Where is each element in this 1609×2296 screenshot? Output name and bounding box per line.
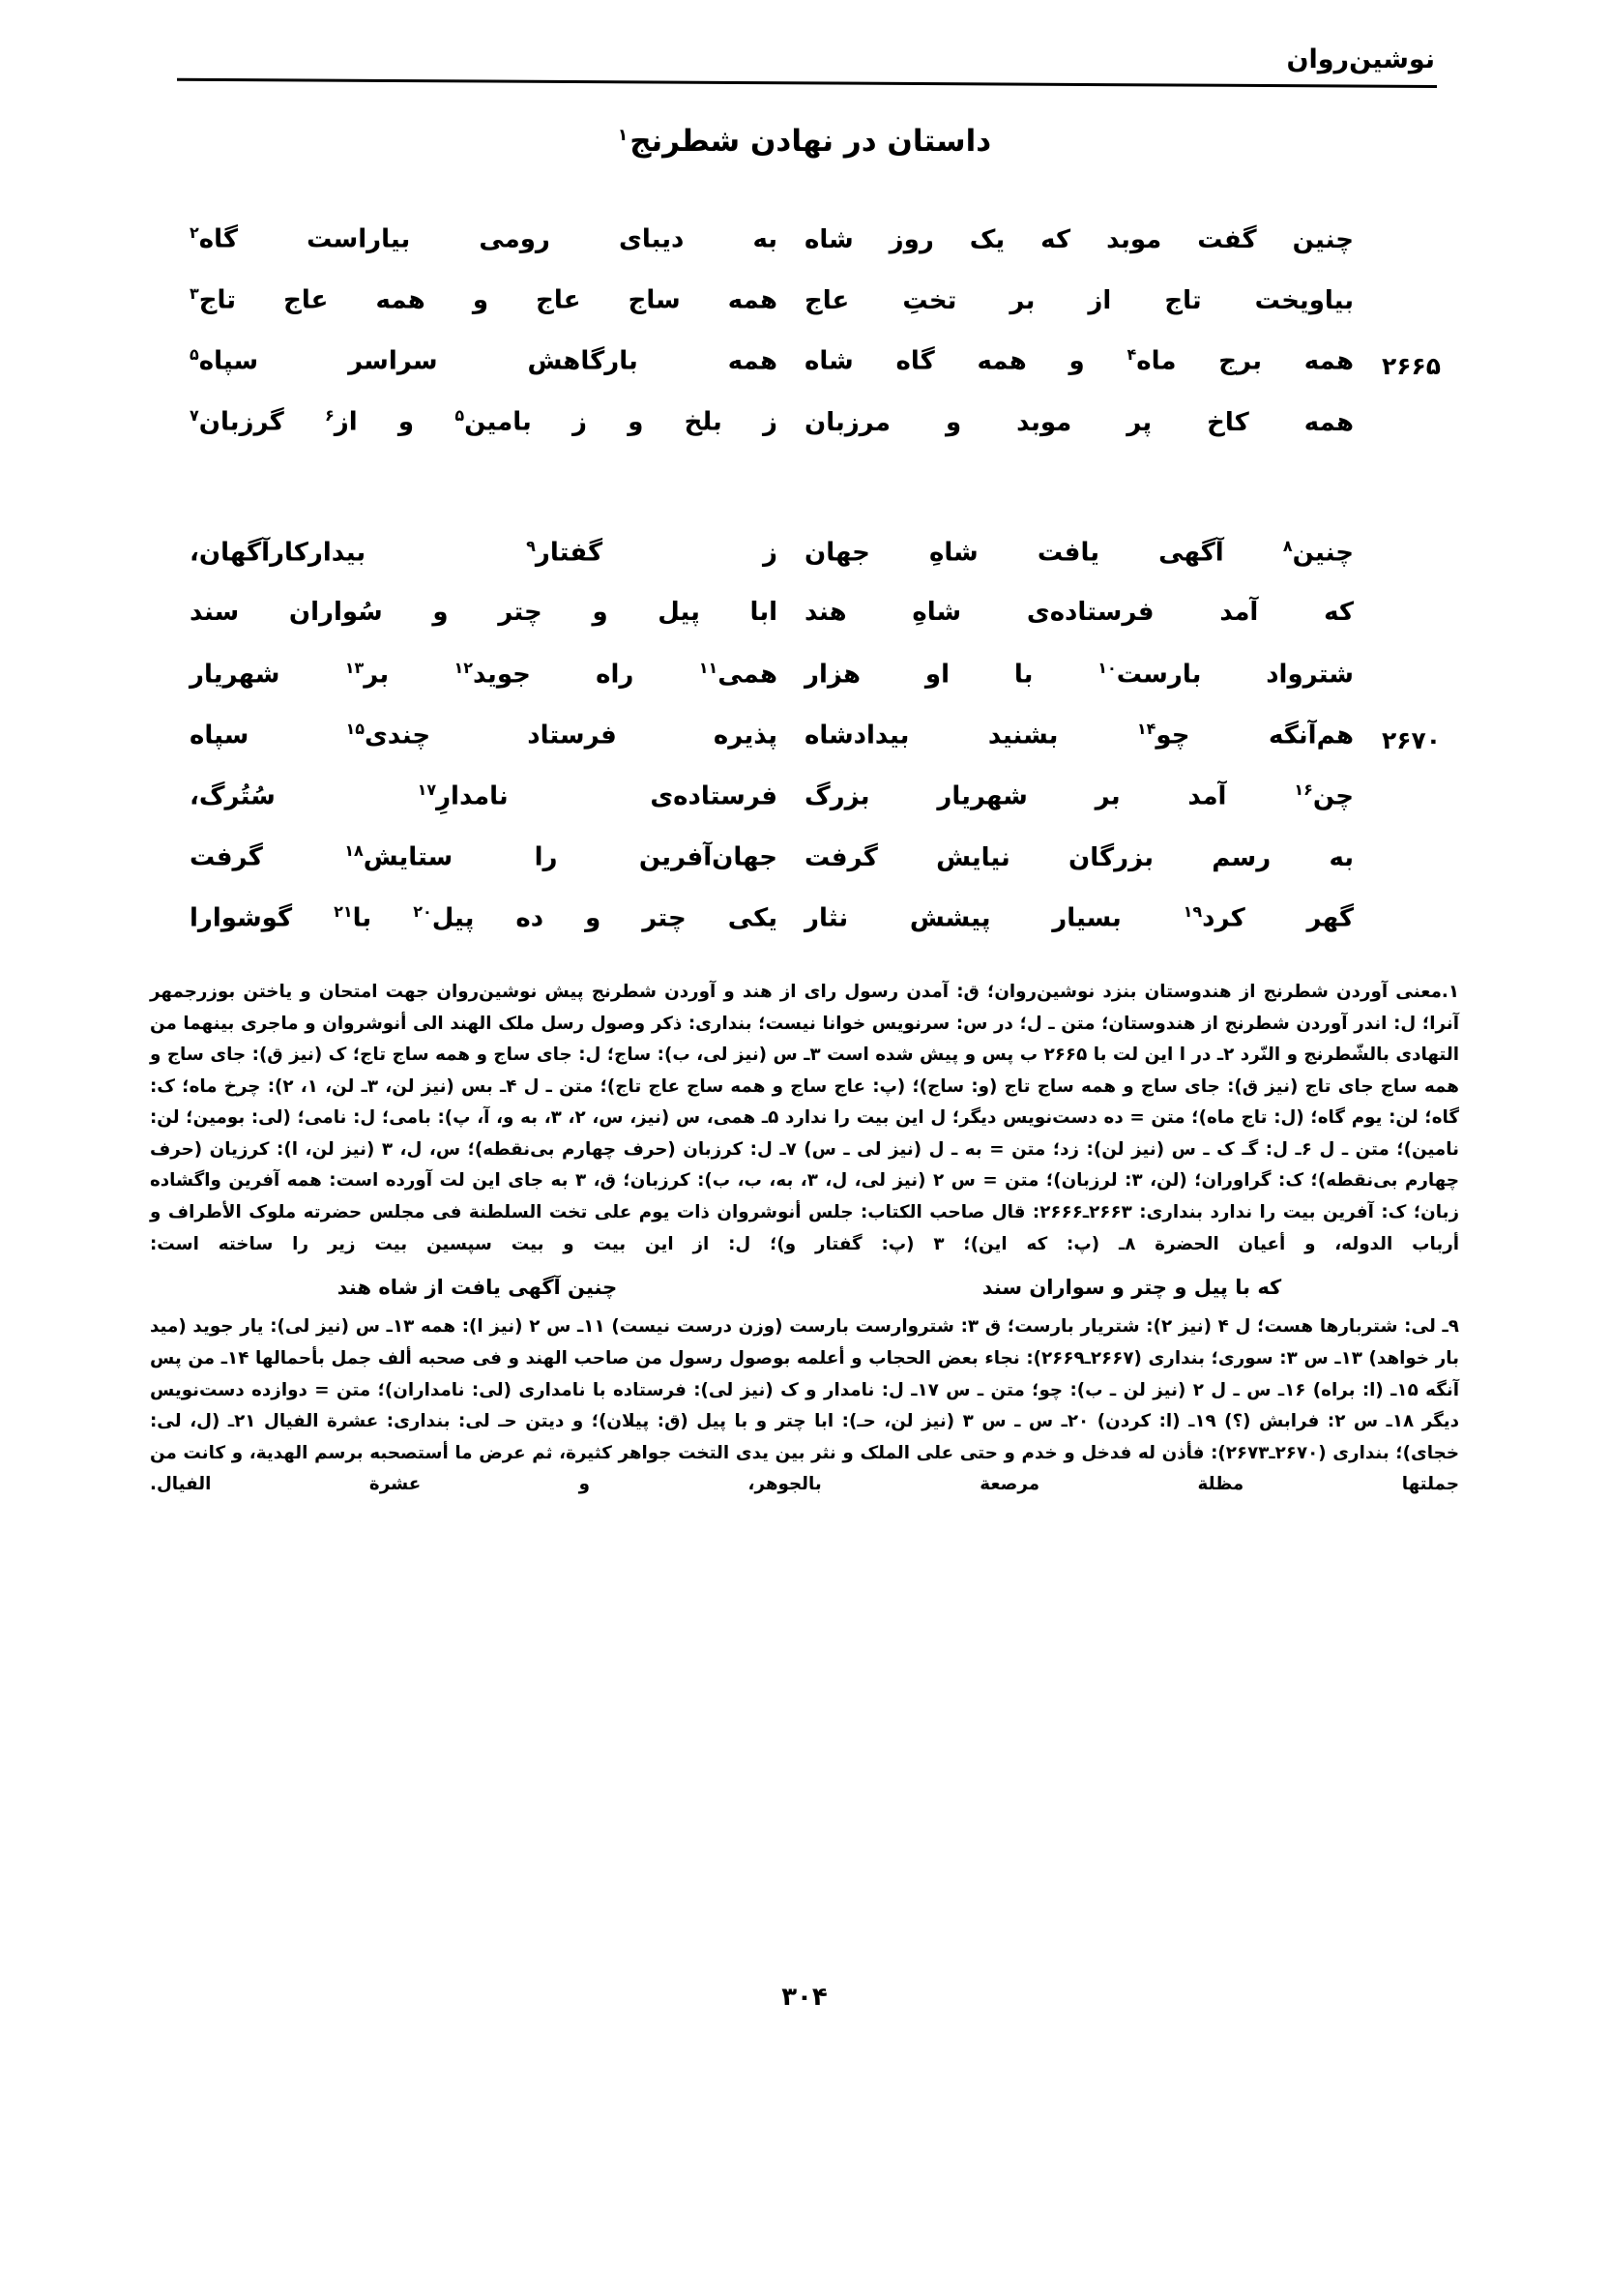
footnote-marker: ۱۱ (698, 659, 718, 677)
verse-row (174, 224, 1435, 285)
verse-row (174, 538, 1435, 599)
section-title (0, 124, 1609, 159)
verse-row (174, 599, 1435, 660)
hemistich-text: ز گفتار (535, 538, 777, 568)
hemistich-right (804, 721, 1435, 750)
hemistich-text: ز بلخ و ز بامین (464, 407, 777, 437)
footnote-marker: ۱۸ (344, 841, 364, 860)
footnote-marker: ۹ (526, 537, 536, 555)
hemistich-left (174, 538, 804, 567)
verse-row (174, 345, 1441, 407)
verse-block (174, 223, 1441, 964)
hemistich-text: چنین گفت موبد که یک روز شاه (804, 224, 1354, 254)
hemistich-text: ابا پیل و چتر و سُواران سند (190, 598, 777, 627)
hemistich-text: جهان‌آفرین را ستایش (363, 842, 777, 872)
page-number: ۳۰۴ (781, 1983, 828, 2012)
hemistich-text-tail: گرزبان (198, 407, 284, 437)
hemistich-text: به دیبای رومی بیاراست گاه (198, 224, 777, 254)
hemistich-text: بیاویخت تاج از بر تختِ عاج (804, 285, 1354, 315)
hemistich-text-mid: راه جوید (473, 660, 634, 690)
verse-row (174, 285, 1435, 346)
hemistich-text-tail: سپاه (190, 721, 249, 751)
hemistich-right (804, 226, 1435, 254)
hemistich-text: پذیره فرستاد چندی (364, 721, 777, 751)
stanza-one (174, 223, 1441, 468)
hemistich-text: به رسم بزرگان نیایش گرفت (804, 842, 1354, 872)
footnote-marker: ۱۲ (453, 659, 474, 677)
verse-row (174, 407, 1435, 468)
apparatus-paragraph: ۹ـ لی: شتربارها هست؛ ل ۴ (نیز ۲): شتریار بارست؛ ق ۳: شتروارست بارست (وزن درست نیست) ۱۱ـ س ۲ (نیز ا): همه ۱۳ـ س (نیز لی): یار جوید (مید بار خواهد) ۱۳ـ س ۳: سوری؛ بنداری (۲۶۶۷ـ۲۶۶۹): نجاء بعض الحجاب و أعلمه بوصول رسول من صاحب الهند و فی صحبه ألف جمل بأحمالها ۱۴ـ من پس آنگه ۱۵ـ (ا: براه) ۱۶ـ س ـ ل ۲ (نیز لن ـ ب): چو؛ متن ـ س ۱۷ـ ل: نامدار و ک (نیز لی): فرستاده با نامداری (لی: نامداران)؛ متن = دوازده دست‌نویس دیگر ۱۸ـ س ۲: فرابش (؟) ۱۹ـ (ا: کردن) ۲۰ـ س ـ س ۳ (نیز لن، حـ): ابا چتر و با پیل (ق: پیلان)؛ و دیتن حـ لی: بنداری: عشرة الفیال ۲۱ـ (ل، لی: خجای)؛ بنداری (۲۶۷۰ـ۲۶۷۳): فأذن له فدخل و خدم و حتی علی الملک و نثر بین یدی التخت جواهر کثیرة، ثم عرض ما أستصحبه برسم الهدیة، و کانت من جملتها مظلة مرصعة بالجوهر، و عشرة الفیال. (150, 1316, 1459, 1495)
hemistich-right (804, 781, 1435, 810)
apparatus-paragraph: ۱.معنی آوردن شطرنج از هندوستان بنزد نوشین‌روان؛ ق: آمدن رسول رای از هند و آوردن شطرنج پیش نوشین‌روان جهت امتحان و یاختن بوزرجمهر آنرا؛ ل: اندر آوردن شطرنج از هندوستان؛ متن ـ ل؛ در س: سرنویس خوانا نیست؛ بنداری: ذکر وصول رسل ملک الهند الی أنوشروان و ماجری بینهما من التهادی بالشّطرنج و النّرد ۲ـ در ا این لت با ۲۶۶۵ ب پس و پیش شده است ۳ـ س (نیز لی، ب): ساج؛ ل: جای ساج و همه ساج تاج؛ ک (نیز ق): جای ساج و همه ساج جای تاج (نیز ق): جای ساج و همه ساج تاج (و: ساج)؛ (پ: عاج ساج و همه ساج عاج تاج)؛ متن ـ ل ۴ـ بس (نیز لن، ۳ـ لن، ۱، ۲): چرخ ماه؛ ک: گاه؛ لن: یوم گاه؛ (ل: تاج ماه)؛ متن = ده دست‌نویس دیگر؛ ل این بیت را ندارد ۵ـ همی، س (نیز، س، ۲، ۳، به و، آ، پ): بامی؛ ل: نامی؛ (لی: بومین؛ لن: نامین)؛ متن ـ ل ۶ـ ل: گـ ک ـ س (نیز لن): زد؛ متن = به ـ ل (نیز لی ـ س) ۷ـ ل: کرزبان (حرف چهارم بی‌نقطه)؛ س، ل، ۳ (نیز لن، ا): کرزیان (حرف چهارم بی‌نقطه)؛ ک: گراوران؛ (لن، ۳: لرزبان)؛ متن = س ۲ (نیز لی، ل، ۳، به، ب، ب): کرزبان؛ ق، ۳ به جای این لت آورده است: همه آفرین واگشاده زبان؛ ک: آفرین بیت را ندارد بنداری: ۲۶۶۳ـ۲۶۶۶: قال صاحب الکتاب: جلس أنوشروان ذات یوم علی تخت السلطنة فی مجلس حضرته ملوک الأطراف و أرباب الدوله، و أعیان الحضرة ۸ـ (پ: که این)؛ ۳ (پ: گفتار و)؛ ل: از این بیت و بیت سپسین بیت زیر را ساخته است: (150, 982, 1460, 1254)
footnote-marker: ۸ (1282, 537, 1293, 555)
footnote-marker: ۱۶ (1294, 780, 1313, 799)
footnote-marker: ۷ (190, 406, 199, 425)
hemistich-right (804, 844, 1435, 872)
stanza-two (174, 537, 1441, 964)
hemistich-left (174, 599, 804, 627)
hemistich-right (804, 287, 1435, 315)
hemistich-right (804, 346, 1435, 375)
hemistich-left (174, 903, 804, 932)
hemistich-text-tail: بشنید بیدادشاه (804, 721, 1059, 751)
footnote-marker: ۳ (190, 284, 199, 303)
footnote-marker: ۱۰ (1097, 659, 1117, 677)
footnote-marker: ۶ (325, 406, 335, 425)
hemistich-left (174, 407, 804, 436)
footnote-marker: ۱۷ (417, 780, 437, 799)
footnote-marker: ۴ (1126, 345, 1137, 364)
hemistich-text: همی (717, 660, 777, 690)
hemistich-text: شترواد بارست (1116, 660, 1354, 690)
footnote-marker: ۱۳ (344, 659, 365, 677)
quoted-hemistich-left: که با پیل و چتر و سواران سند (981, 1276, 1282, 1300)
hemistich-text: چنین (1292, 538, 1354, 568)
hemistich-text-tail: با او هزار (804, 660, 1034, 690)
critical-apparatus (150, 977, 1459, 1501)
hemistich-text-tail: بر (364, 660, 390, 690)
hemistich-text-tail: آمد بر شهریار بزرگ (804, 781, 1227, 811)
running-head-title: نوشین‌روان (1286, 44, 1435, 74)
footnote-marker: ۱۹ (1183, 902, 1203, 921)
hemistich-left (174, 224, 804, 253)
hemistich-text-mid: و از (334, 407, 415, 437)
hemistich-left (174, 781, 804, 810)
footnote-marker: ۵ (190, 345, 199, 364)
hemistich-text: هم‌آنگه چو (1156, 721, 1354, 751)
verse-number: ۲۶۷۰ (1381, 726, 1441, 754)
verse-row (174, 660, 1435, 721)
verse-number: ۲۶۶۵ (1381, 352, 1441, 380)
verse-row (174, 903, 1435, 964)
hemistich-text-tail: آگهی یافت شاهِ جهان (804, 538, 1224, 568)
hemistich-text-tail: بیدارکارآگهان، (190, 538, 366, 568)
footnote-marker: ۲ (190, 223, 199, 242)
hemistich-left (174, 346, 804, 375)
hemistich-text: همه کاخ پر موبد و مرزبان (804, 407, 1354, 437)
hemistich-text-tail: سُتُرگ، (190, 781, 276, 811)
apparatus-quoted-verse (150, 1270, 1459, 1306)
hemistich-right (804, 903, 1435, 932)
section-title-footnote-marker: ۱ (617, 125, 629, 145)
section-title-text: داستان در نهادن شطرنج (629, 124, 992, 159)
hemistich-text: همه بارگاهش سراسر سپاه (198, 346, 777, 376)
hemistich-text-tail: بسیار پیشش نثار (804, 903, 1122, 933)
hemistich-right (804, 660, 1435, 689)
footnote-marker: ۵ (454, 406, 465, 425)
quoted-hemistich-right: چنین آگهی یافت از شاه هند (336, 1276, 618, 1300)
hemistich-right (804, 538, 1435, 567)
hemistich-text: چن (1312, 781, 1354, 811)
hemistich-right (804, 599, 1435, 627)
hemistich-left (174, 842, 804, 871)
footnote-marker: ۲۰ (413, 902, 432, 921)
hemistich-text: همه ساج عاج و همه عاج تاج (198, 285, 777, 315)
hemistich-text-tail: و همه گاه شاه (804, 346, 1085, 376)
hemistich-text-tail: گوشوارا (190, 903, 293, 933)
header-rule (177, 78, 1437, 88)
hemistich-left (174, 721, 804, 750)
running-head (0, 44, 1609, 103)
verse-row (174, 781, 1435, 842)
footnote-marker: ۱۵ (345, 720, 365, 738)
verse-row (174, 720, 1441, 781)
footnote-marker: ۱۴ (1136, 720, 1156, 738)
hemistich-right (804, 409, 1435, 437)
hemistich-text: که آمد فرستاده‌ی شاهِ هند (804, 598, 1354, 627)
hemistich-left (174, 285, 804, 314)
hemistich-text-tail: گرفت (190, 842, 263, 872)
hemistich-text-mid: با (352, 903, 372, 933)
hemistich-text: فرستاده‌ی نامدارِ (436, 781, 777, 811)
hemistich-text: یکی چتر و ده پیل (431, 903, 777, 933)
verse-row (174, 842, 1435, 903)
hemistich-left (174, 660, 804, 689)
hemistich-text: همه برج ماه (1136, 346, 1354, 376)
hemistich-text-tail2: شهریار (190, 660, 280, 690)
hemistich-text: گهر کرد (1202, 903, 1354, 933)
footnote-marker: ۲۱ (334, 902, 353, 921)
